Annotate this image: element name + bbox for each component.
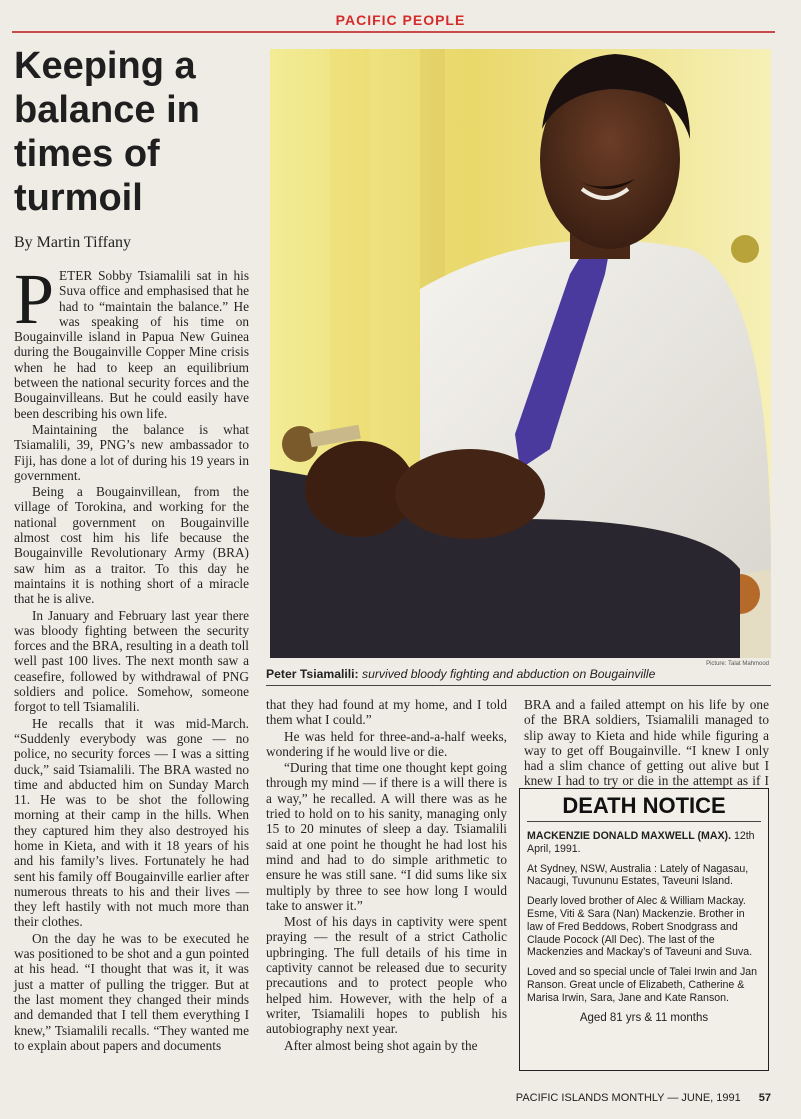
death-notice-title: DEATH NOTICE [527,793,761,822]
death-notice-family: Dearly loved brother of Alec & William Mackay. Esme, Viti & Sara (Nan) Mackenzie. Brother in law of Fred Beddows, Robert Snodgrass and Claude Pocock (All Dec). The last of the Mackenzies and Mackay’s of Taveuni and Suva. [527,895,753,959]
caption-name: Peter Tsiamalili: [266,667,359,681]
article-paragraph: BRA and a failed attempt on his life by one of the BRA soldiers, Tsiamalili managed to slip away to Kieta and hide while figuring a way to get off Bougainville. “I knew I only had a slim chance of getting out alive but I knew I had to try or die in the attempt as if I [524,697,769,789]
publication-line: PACIFIC ISLANDS MONTHLY — JUNE, 1991 [515,1092,741,1104]
byline: By Martin Tiffany [14,234,132,251]
page-footer [516,1092,771,1104]
header-rule [12,31,775,33]
article-paragraph: Most of his days in captivity were spent praying — the result of a strict Catholic upbringing. The full details of his time in captivity cannot be released due to security precautions and to protect people who helped him. However, with the help of a writer, Tsiamalili hopes to publish his autobiography next year. [266,914,507,1037]
page-number: 57 [758,1092,771,1104]
drop-cap: P [14,259,55,339]
death-notice-name-line [527,830,761,856]
deceased-name: MACKENZIE DONALD MAXWELL (MAX). [527,830,732,842]
photo-credit: Picture: Talat Mahmood [706,661,769,667]
article-column-2 [266,697,507,1053]
caption-text: survived bloody fighting and abduction on Bougainville [361,667,656,681]
article-paragraph: He recalls that it was mid-March. “Suddenly everybody was gone — no police, no security forces — I was a sitting duck,” said Tsiamalili. The BRA wasted no time and abducted him on Sunday March 11. He was to be shot the following morning at their camp in the hills. When they captured him they also destroyed his home in Kieta, and with it 18 years of his and his family’s lives. Fortunately he had sent his family off Bougainville earlier after numerous threats to his and their lives — they left hastily with not much more than their clothes. [14,715,249,930]
article-paragraph: After almost being shot again by the [284,1037,478,1053]
portrait-illustration [270,49,771,658]
article-column-1 [14,259,249,1053]
article-paragraph: “During that time one thought kept going through my mind — if there is a will there is a way,” he recalled. A will there was as he tried to hold on to his sanity, managing only 15 to 20 minutes of sleep a day. Tsiamalili said at one point he thought he had lost his mind and had to do simple arithmetic to ensure he was still sane. “I did sums like six multiply by three to see how long I would take to answer it.” [266,760,507,913]
article-paragraph: Maintaining the balance is what Tsiamalili, 39, PNG’s new ambassador to Fiji, has done a lot of during his 19 years in government. [14,421,249,483]
article-paragraph: that they had found at my home, and I told them what I could.” [266,697,507,728]
portrait-photo [270,49,771,658]
section-header: PACIFIC PEOPLE [335,12,466,28]
article-paragraph: PETER Sobby Tsiamalili sat in his Suva office and emphasised that he had to “maintain the balance.” He was speaking of his time on Bougainville island in Papua New Guinea during the Bougainville Copper Mine crisis when he had to keep an equilibrium between the national security forces and the Bougainvilleans. But he could easily have been describing his own life. [14,259,249,421]
death-notice-uncle: Loved and so special uncle of Talei Irwin and Jan Ranson. Great uncle of Elizabeth, Catherine & Marisa Irwin, Sara, Jane and Kate Ranson. [527,966,758,1004]
death-date: 12th April, 1991. [527,830,755,855]
death-notice-box [519,788,769,1071]
headline: Keeping a balance in times of turmoil [14,45,200,219]
article-paragraph: On the day he was to be executed he was positioned to be shot and a gun pointed at his head. “I thought that was it, it was just a matter of pulling the trigger. But at the last moment they changed their minds and demanded that I tell them everything I knew,” Tsiamalili recalls. “They wanted me to explain about papers and documents [14,930,249,1053]
article-paragraph: Being a Bougainvillean, from the village of Torokina, and working for the national government on Bougainville almost cost him his life because the Bougainville Revolutionary Army (BRA) saw him as a traitor. To this day he maintains it is nothing short of a miracle that he is alive. [14,484,249,607]
caption-rule [266,685,771,686]
article-paragraph: He was held for three-and-a-half weeks, wondering if he would live or die. [266,728,507,759]
death-notice-location: At Sydney, NSW, Australia : Lately of Nagasau, Nacaugi, Tuvununu Estates, Taveuni Island. [527,862,749,888]
article-paragraph: In January and February last year there was bloody fighting between the security forces and the BRA, resulting in a death toll well past 100 lives. The next month saw a ceasefire, followed by withdrawal of PNG soldiers and police. Somehow, someone forgot to tell Tsiamalili. [14,607,249,715]
photo-caption [266,667,655,681]
death-notice-age: Aged 81 yrs & 11 months [579,1011,709,1024]
